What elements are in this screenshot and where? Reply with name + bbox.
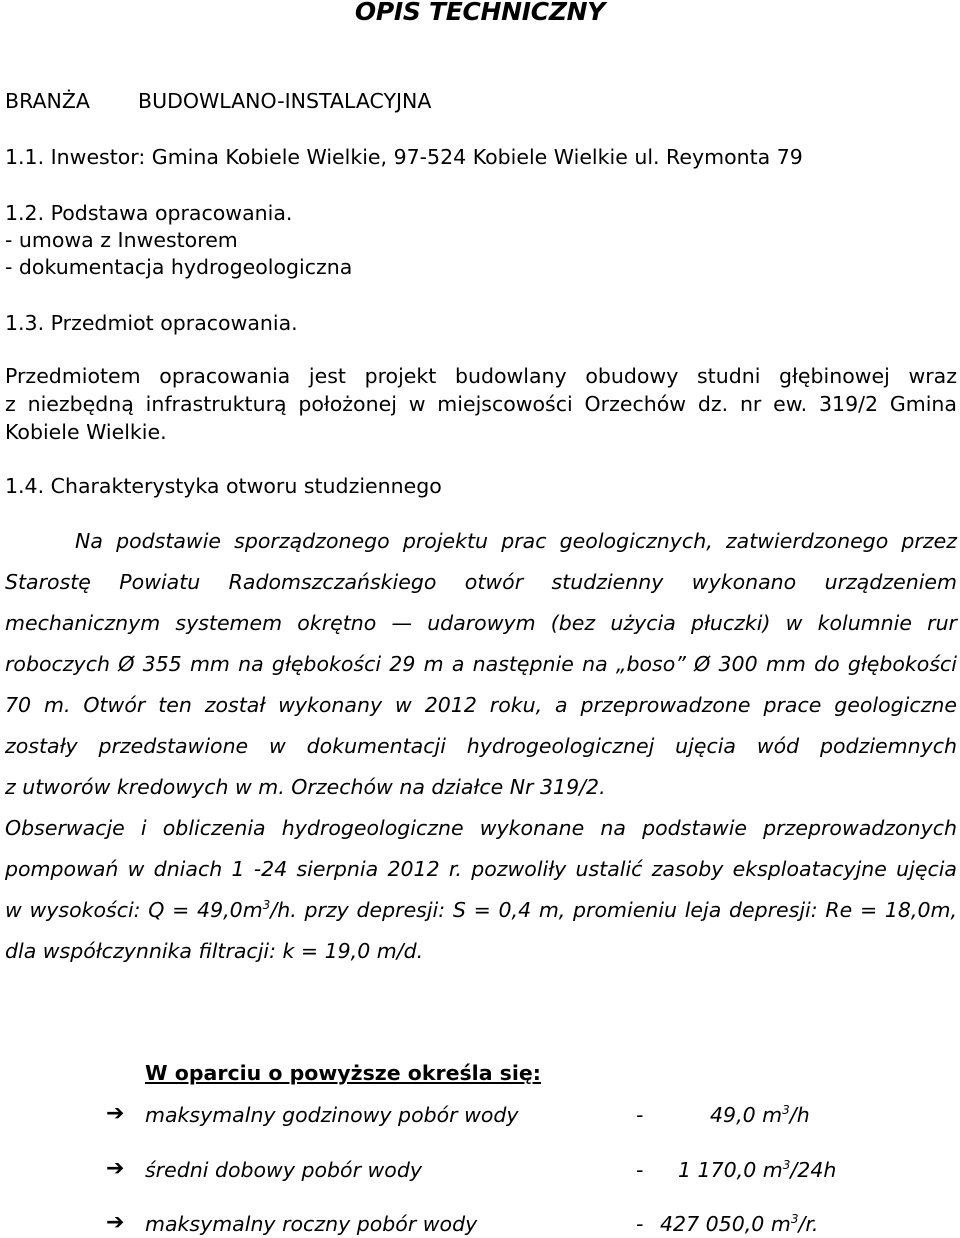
arrow-right-icon: ➔ [106,1156,125,1181]
well-paragraph-line: z utworów kredowych w m. Orzechów na działce Nr 319/2. [5,775,606,799]
basis-item: - dokumentacja hydrogeologiczna [5,255,353,279]
depression-text: /h. przy depresji: S = 0,4 m, promieniu leja depresji: Re = 18,0m, [270,898,957,922]
basis-item: - umowa z Inwestorem [5,228,238,252]
arrow-right-icon: ➔ [106,1210,125,1235]
branza-value: BUDOWLANO-INSTALACYJNA [138,89,432,113]
summary-item-dash: - [636,1212,644,1236]
well-paragraph-line: 70 m. Otwór ten został wykonany w 2012 roku, a przeprowadzone prace geologiczne [5,693,957,717]
value-unit: /24h [790,1158,837,1182]
section-1-3-heading: 1.3. Przedmiot opracowania. [5,311,298,335]
value-number: 1 170,0 m [678,1158,783,1182]
value-number: 427 050,0 m [660,1212,791,1236]
well-paragraph-line [5,898,957,922]
well-paragraph-line: Starostę Powiatu Radomszczańskiego otwór studzienny wykonano urządzeniem [5,570,957,594]
value-exponent: 3 [790,1212,799,1226]
well-paragraph-line: zostały przedstawione w dokumentacji hydrogeologicznej ujęcia wód podziemnych [5,734,957,758]
well-paragraph-line: roboczych Ø 355 mm na głębokości 29 m a następnie na „boso” Ø 300 mm do głębokości [5,652,957,676]
summary-item-value [678,1158,836,1182]
value-unit: /r. [798,1212,819,1236]
summary-item-label: średni dobowy pobór wody [145,1158,422,1182]
arrow-right-icon: ➔ [106,1101,125,1126]
subject-paragraph-line: Kobiele Wielkie. [5,420,167,444]
q-value-text: w wysokości: Q = 49,0m [5,898,263,922]
subject-paragraph-line: z niezbędną infrastrukturą położonej w miejscowości Orzechów dz. nr ew. 319/2 Gmina [5,392,957,416]
value-exponent: 3 [782,1158,791,1172]
document-title: OPIS TECHNICZNY [354,0,606,26]
summary-heading-text: W oparciu o powyższe określa się: [145,1061,542,1085]
section-1-4-heading: 1.4. Charakterystyka otworu studziennego [5,474,442,498]
well-paragraph-line: mechanicznym systemem okrętno — udarowym (bez użycia płuczki) w kolumnie rur [5,611,957,635]
summary-item-label: maksymalny godzinowy pobór wody [145,1103,519,1127]
summary-item-label: maksymalny roczny pobór wody [145,1212,478,1236]
summary-item-value [660,1212,818,1236]
value-number: 49,0 m [710,1103,783,1127]
summary-item-dash: - [636,1103,644,1127]
well-paragraph-line: Na podstawie sporządzonego projektu prac geologicznych, zatwierdzonego przez [75,529,957,553]
value-unit: /h [789,1103,810,1127]
section-1-1-investor: 1.1. Inwestor: Gmina Kobiele Wielkie, 97-524 Kobiele Wielkie ul. Reymonta 79 [5,145,803,169]
subject-paragraph-line: Przedmiotem opracowania jest projekt budowlany obudowy studni głębinowej wraz [5,364,957,388]
well-paragraph-line: dla współczynnika filtracji: k = 19,0 m/d. [5,939,424,963]
branza-label: BRANŻA [5,89,90,113]
q-exponent: 3 [262,898,271,912]
section-1-2-heading: 1.2. Podstawa opracowania. [5,201,293,225]
well-paragraph-line: pompowań w dniach 1 -24 sierpnia 2012 r. pozwoliły ustalić zasoby eksploatacyjne ujęcia [5,857,957,881]
summary-heading [145,1061,541,1085]
summary-item-value [710,1103,810,1127]
summary-item-dash: - [636,1158,644,1182]
value-exponent: 3 [782,1103,790,1117]
well-paragraph-line: Obserwacje i obliczenia hydrogeologiczne wykonane na podstawie przeprowadzonych [5,816,957,840]
